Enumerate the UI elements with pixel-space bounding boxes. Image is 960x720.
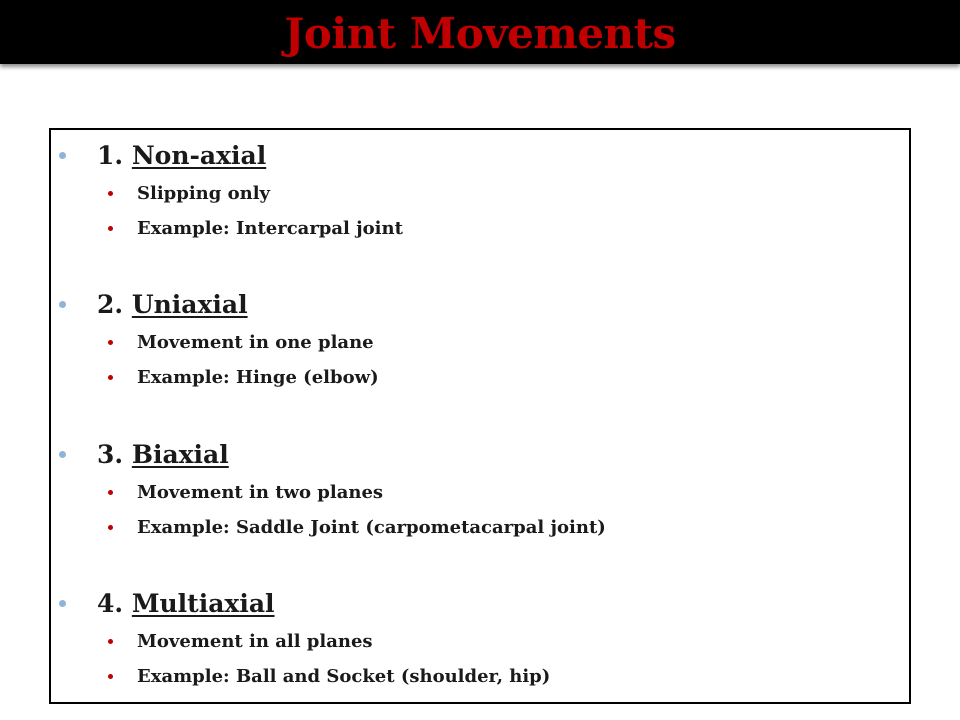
section-heading bbox=[97, 586, 275, 622]
section-name: Non-axial bbox=[131, 141, 267, 170]
sub-bullet-text: Example: Hinge (elbow) bbox=[137, 367, 379, 388]
sub-bullet-dot-icon bbox=[108, 674, 113, 679]
bullet-dot-icon bbox=[59, 451, 66, 458]
section-name: Biaxial bbox=[131, 440, 229, 469]
section-number: 1. bbox=[97, 141, 124, 170]
section-name: Uniaxial bbox=[131, 290, 248, 319]
sub-bullet-text: Slipping only bbox=[137, 183, 271, 204]
section-number: 2. bbox=[97, 290, 124, 319]
sub-bullet-dot-icon bbox=[108, 191, 113, 196]
content-box bbox=[49, 128, 911, 704]
sub-bullet-text: Example: Ball and Socket (shoulder, hip) bbox=[137, 666, 551, 687]
sub-bullet-text: Movement in all planes bbox=[137, 631, 373, 652]
sub-bullet-text: Movement in two planes bbox=[137, 482, 384, 503]
sub-bullet-dot-icon bbox=[108, 639, 113, 644]
sub-bullet-text: Movement in one plane bbox=[137, 332, 374, 353]
sub-bullet-dot-icon bbox=[108, 340, 113, 345]
bullet-dot-icon bbox=[59, 301, 66, 308]
sub-bullet-dot-icon bbox=[108, 226, 113, 231]
bullet-dot-icon bbox=[59, 600, 66, 607]
sub-bullet-text: Example: Intercarpal joint bbox=[137, 218, 403, 239]
sub-bullet-text: Example: Saddle Joint (carpometacarpal joint) bbox=[137, 517, 606, 538]
bullet-dot-icon bbox=[59, 152, 66, 159]
section-heading bbox=[97, 138, 266, 174]
slide-title: Joint Movements bbox=[284, 9, 676, 58]
section-name: Multiaxial bbox=[131, 589, 275, 618]
sub-bullet-dot-icon bbox=[108, 525, 113, 530]
sub-bullet-dot-icon bbox=[108, 490, 113, 495]
sub-bullet-dot-icon bbox=[108, 375, 113, 380]
section-number: 4. bbox=[97, 589, 124, 618]
section-heading bbox=[97, 287, 248, 323]
section-number: 3. bbox=[97, 440, 124, 469]
section-heading bbox=[97, 437, 229, 473]
